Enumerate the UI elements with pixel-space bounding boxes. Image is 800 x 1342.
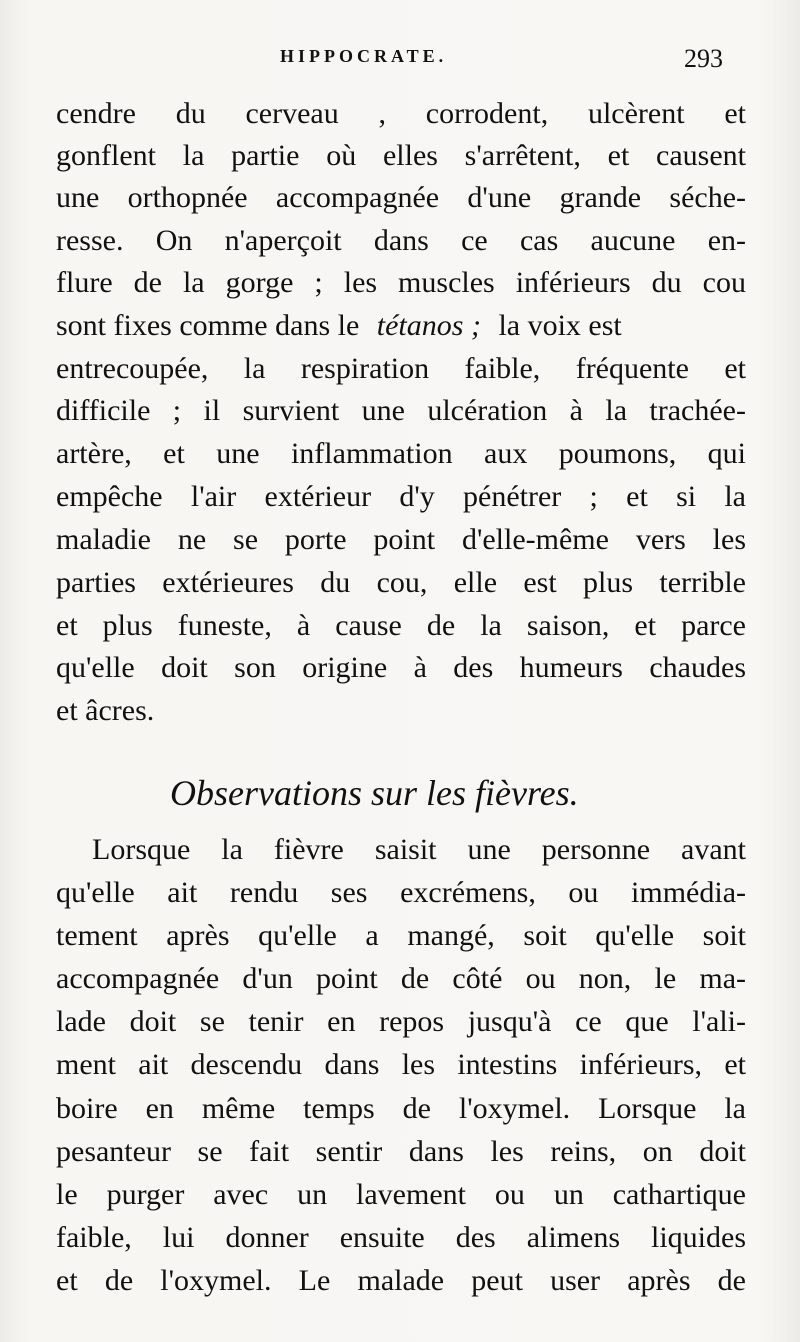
text-line: boire en même temps de l'oxymel. Lorsque la <box>56 1092 746 1125</box>
text-line: qu'elle ait rendu ses excrémens, ou immédia- <box>56 876 746 909</box>
section-title: Observations sur les fièvres. <box>170 773 579 813</box>
page-number: 293 <box>684 44 723 73</box>
text-line: Lorsque la fièvre saisit une personne avant <box>92 833 746 866</box>
text-line: accompagnée d'un point de côté ou non, le ma- <box>56 962 746 995</box>
text-line: resse. On n'aperçoit dans ce cas aucune en- <box>56 224 746 257</box>
text-line: cendre du cerveau , corrodent, ulcèrent et <box>56 97 746 130</box>
text-line: parties extérieures du cou, elle est plus terrible <box>56 566 746 599</box>
text-line: empêche l'air extérieur d'y pénétrer ; et si la <box>56 480 746 513</box>
text-line: et âcres. <box>56 694 155 727</box>
italic-term: tétanos ; <box>376 309 481 342</box>
text-line: lade doit se tenir en repos jusqu'à ce que l'ali- <box>56 1005 746 1038</box>
text-line: qu'elle doit son origine à des humeurs chaudes <box>56 651 746 684</box>
text-line: une orthopnée accompagnée d'une grande séche- <box>56 181 746 214</box>
text-line: et plus funeste, à cause de la saison, et parce <box>56 609 746 642</box>
text-line: maladie ne se porte point d'elle-même vers les <box>56 523 746 556</box>
text-line: ment ait descendu dans les intestins inférieurs, et <box>56 1048 746 1081</box>
text-line: tement après qu'elle a mangé, soit qu'elle soit <box>56 919 746 952</box>
text-line: entrecoupée, la respiration faible, fréquente et <box>56 352 746 385</box>
text-line: et de l'oxymel. Le malade peut user après de <box>56 1264 746 1297</box>
text-line: faible, lui donner ensuite des alimens liquides <box>56 1221 746 1254</box>
text-segment: sont fixes comme dans le <box>56 309 360 342</box>
text-line: flure de la gorge ; les muscles inférieurs du cou <box>56 266 746 299</box>
running-head: HIPPOCRATE. <box>280 46 448 66</box>
text-line: gonflent la partie où elles s'arrêtent, et causent <box>56 139 746 172</box>
text-line: difficile ; il survient une ulcération à la trachée- <box>56 394 746 427</box>
text-segment: la voix est <box>498 309 622 342</box>
text-line: le purger avec un lavement ou un cathartique <box>56 1178 746 1211</box>
text-line: artère, et une inflammation aux poumons, qui <box>56 437 746 470</box>
text-line-mixed <box>56 304 746 347</box>
text-line: pesanteur se fait sentir dans les reins, on doit <box>56 1135 746 1168</box>
